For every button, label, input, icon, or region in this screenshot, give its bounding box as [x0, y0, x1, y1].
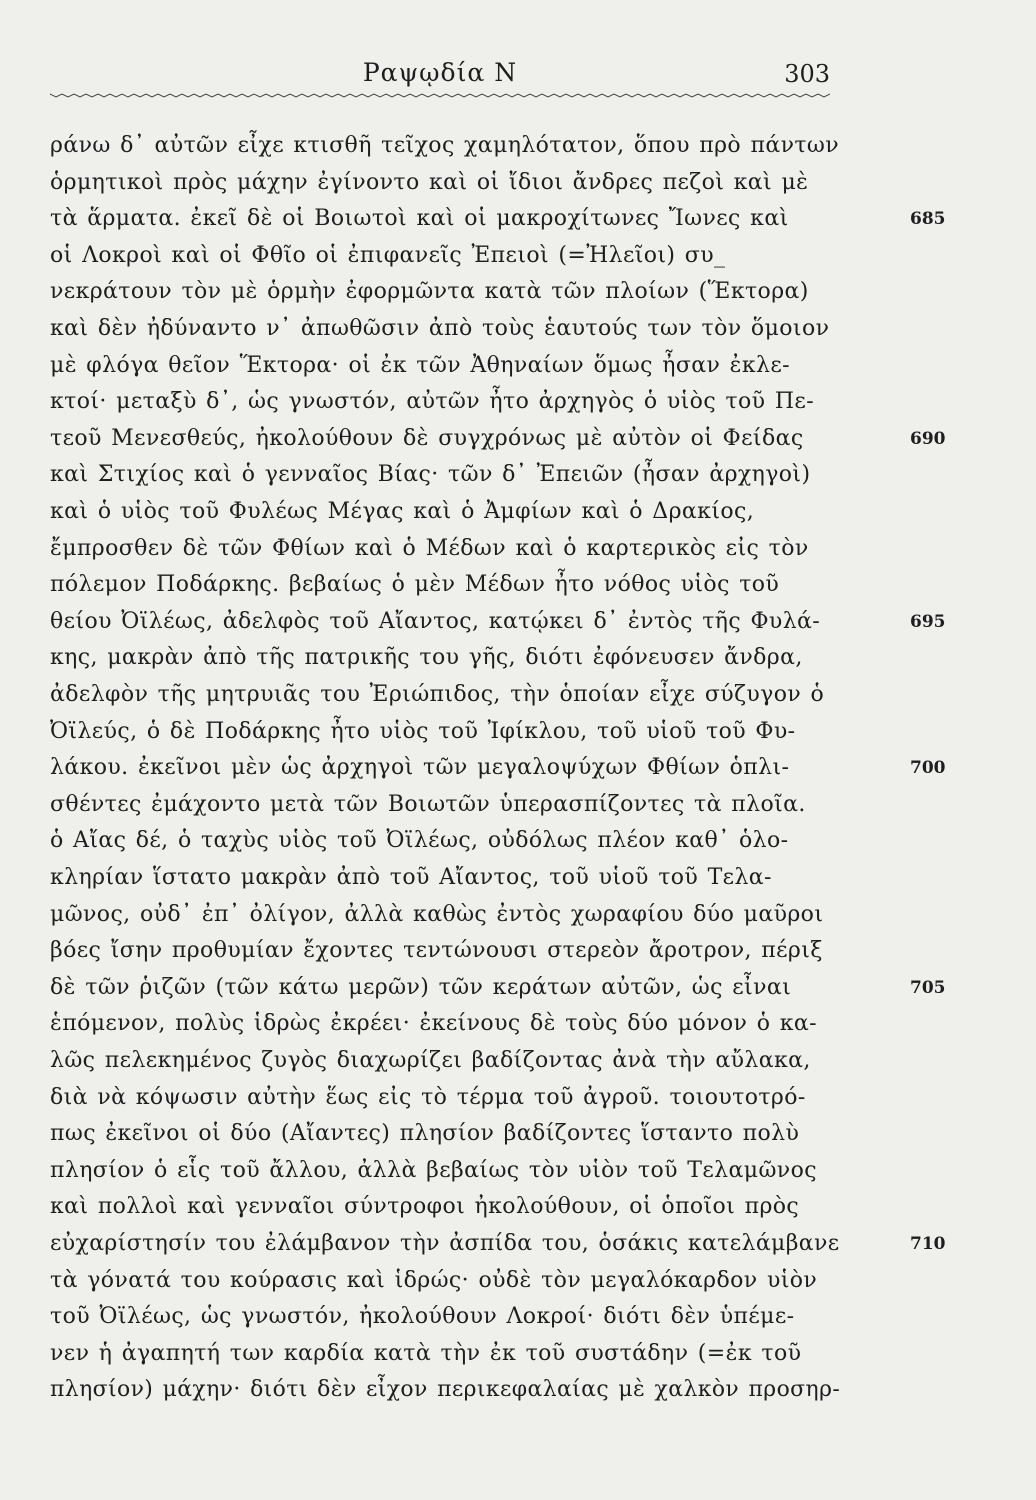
text-line: καὶ ὁ υἱὸς τοῦ Φυλέως Μέγας καὶ ὁ Ἀμφίων καὶ ὁ Δρακίος,	[50, 499, 755, 524]
text-line: μῶνος, οὐδ᾿ ἐπ᾿ ὀλίγον, ἀλλὰ καθὼς ἐντὸς χωραφίου δύο μαῦροι	[50, 901, 824, 927]
text-line: τὰ γόνατά του κούρασις καὶ ἱδρώς· οὐδὲ τὸν μεγαλόκαρδον υἱὸν	[50, 1267, 818, 1293]
text-line: ἔμπροσθεν δὲ τῶν Φθίων καὶ ὁ Μέδων καὶ ὁ καρτερικὸς εἰς τὸν	[50, 535, 809, 561]
text-line: οἱ Λοκροὶ καὶ οἱ Φθῖο οἱ ἐπιφανεῖς Ἐπειοὶ (=Ἠλεῖοι) συ_	[50, 242, 726, 268]
text-line: κης, μακρὰν ἀπὸ τῆς πατρικῆς του γῆς, διότι ἐφόνευσεν ἄνδρα,	[50, 645, 803, 671]
chapter-title: Ραψῳδία Ν	[362, 58, 518, 87]
text-line: πόλεμον Ποδάρκης. βεβαίως ὁ μὲν Μέδων ἦτο νόθος υἱὸς τοῦ	[50, 572, 780, 598]
text-line: καὶ πολλοὶ καὶ γενναῖοι σύντροφοι ἠκολούθουν, οἱ ὁποῖοι πρὸς	[50, 1194, 800, 1220]
text-line: κτοί· μεταξὺ δ᾿, ὡς γνωστόν, αὐτῶν ἦτο ἀρχηγὸς ὁ υἱὸς τοῦ Πε-	[50, 389, 815, 415]
text-line: τεοῦ Μενεσθεύς, ἠκολούθουν δὲ συγχρόνως μὲ αὐτὸν οἱ Φείδας	[50, 425, 804, 451]
verse-number: 710	[910, 1234, 946, 1254]
text-line: ἀδελφὸν τῆς μητρυιᾶς του Ἐριώπιδος, τὴν ὁποίαν εἶχε σύζυγον ὁ	[50, 682, 825, 707]
text-line: εὐχαρίστησίν του ἐλάμβανον τὴν ἀσπίδα του, ὁσάκις κατελάμβανε	[50, 1231, 840, 1256]
text-line: Ὀϊλεύς, ὁ δὲ Ποδάρκης ἦτο υἱὸς τοῦ Ἰφίκλου, τοῦ υἱοῦ τοῦ Φυ-	[50, 718, 796, 744]
text-line: πλησίον ὁ εἷς τοῦ ἄλλου, ἀλλὰ βεβαίως τὸν υἱὸν τοῦ Τελαμῶνος	[50, 1157, 817, 1183]
text-line: θείου Ὀϊλέως, ἀδελφὸς τοῦ Αἴαντος, κατῴκει δ᾿ ἐντὸς τῆς Φυλά-	[50, 608, 821, 634]
text-line: ράνω δ᾿ αὐτῶν εἶχε κτισθῆ τεῖχος χαμηλότατον, ὅπου πρὸ πάντων	[50, 133, 840, 158]
text-line: λῶς πελεκημένος ζυγὸς διαχωρίζει βαδίζοντας ἀνὰ τὴν αὔλακα,	[50, 1048, 811, 1073]
verse-number: 695	[910, 611, 946, 632]
text-line: τοῦ Ὀϊλέως, ὡς γνωστόν, ἠκολούθουν Λοκροί· διότι δὲν ὑπέμε-	[50, 1304, 795, 1330]
verse-number: 685	[910, 209, 946, 230]
text-line: σθέντες ἐμάχοντο μετὰ τῶν Βοιωτῶν ὑπερασπίζοντες τὰ πλοῖα.	[50, 791, 806, 817]
text-line: νεκράτουν τὸν μὲ ὁρμὴν ἐφορμῶντα κατὰ τῶν πλοίων (Ἕκτορα)	[50, 279, 809, 305]
text-line: λάκου. ἐκεῖνοι μὲν ὡς ἀρχηγοὶ τῶν μεγαλοψύχων Φθίων ὁπλι-	[50, 755, 790, 781]
verse-number: 690	[910, 428, 946, 449]
text-line: ὁ Αἴας δέ, ὁ ταχὺς υἱὸς τοῦ Ὀϊλέως, οὐδόλως πλέον καθ᾿ ὁλο-	[50, 828, 789, 854]
text-line: νεν ἡ ἀγαπητή των καρδία κατὰ τὴν ἐκ τοῦ συστάδην (=ἐκ τοῦ	[50, 1340, 802, 1366]
text-line: δὲ τῶν ῥιζῶν (τῶν κάτω μερῶν) τῶν κεράτων αὐτῶν, ὡς εἶναι	[50, 974, 792, 1000]
page-number: 303	[784, 60, 830, 88]
verse-number: 700	[910, 758, 946, 779]
text-line: κληρίαν ἵστατο μακρὰν ἀπὸ τοῦ Αἴαντος, τοῦ υἱοῦ τοῦ Τελα-	[50, 865, 772, 890]
text-line: τὰ ἅρματα. ἐκεῖ δὲ οἱ Βοιωτοὶ καὶ οἱ μακροχίτωνες Ἴωνες καὶ	[50, 206, 789, 232]
text-line: καὶ δὲν ἠδύναντο ν᾿ ἀπωθῶσιν ἀπὸ τοὺς ἑαυτούς των τὸν ὅμοιον	[50, 316, 830, 341]
text-line: βόες ἴσην προθυμίαν ἔχοντες τεντώνουσι στερεὸν ἄροτρον, πέριξ	[50, 938, 823, 964]
text-line: πλησίον) μάχην· διότι δὲν εἶχον περικεφαλαίας μὲ χαλκὸν προσηρ-	[50, 1377, 841, 1403]
text-line: διὰ νὰ κόψωσιν αὐτὴν ἕως εἰς τὸ τέρμα τοῦ ἀγροῦ. τοιουτοτρό-	[50, 1084, 806, 1110]
text-line: ἑπόμενον, πολὺς ἱδρὼς ἐκρέει· ἐκείνους δὲ τοὺς δύο μόνον ὁ κα-	[50, 1011, 817, 1037]
text-line: πως ἐκεῖνοι οἱ δύο (Αἴαντες) πλησίον βαδίζοντες ἵσταντο πολὺ	[50, 1121, 800, 1147]
text-line: καὶ Στιχίος καὶ ὁ γενναῖος Βίας· τῶν δ᾿ Ἐπειῶν (ἦσαν ἀρχηγοὶ)	[50, 462, 811, 488]
verse-number: 705	[910, 977, 946, 998]
text-line: ὁρμητικοὶ πρὸς μάχην ἐγίνοντο καὶ οἱ ἴδιοι ἄνδρες πεζοὶ καὶ μὲ	[50, 169, 809, 195]
header-rule	[50, 90, 830, 100]
text-line: μὲ φλόγα θεῖον Ἕκτορα· οἱ ἐκ τῶν Ἀθηναίων ὅμως ἦσαν ἐκλε-	[50, 352, 790, 378]
